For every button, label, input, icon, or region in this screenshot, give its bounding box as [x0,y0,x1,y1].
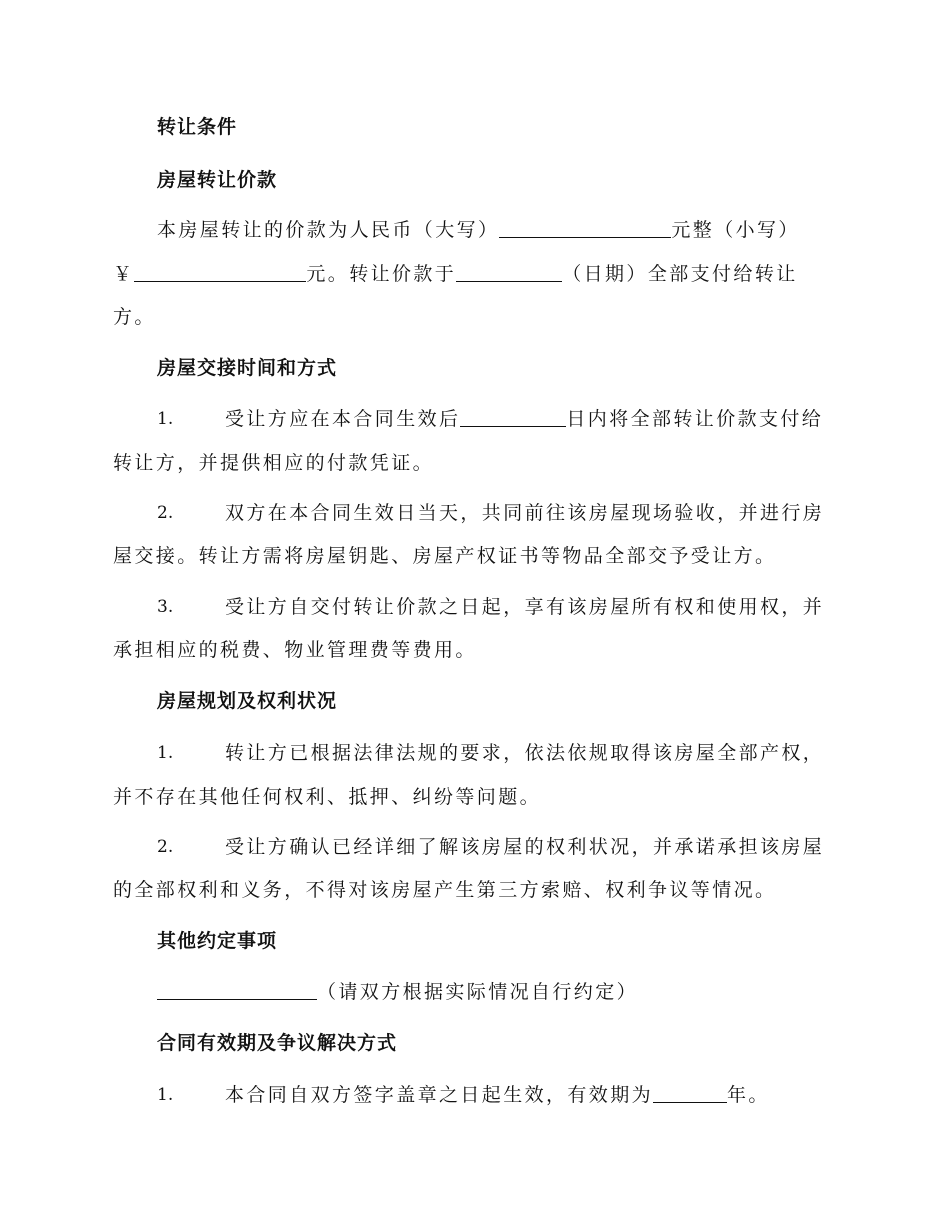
handover-item-1-line-1 [225,406,837,432]
price-uppercase-blank [499,217,671,238]
price-line-2 [113,261,838,287]
validity-item-1-number: 1. [157,1085,174,1105]
handover-item-3-number: 3. [157,597,174,617]
handover-item-1-text-b: 日内将全部转让价款支付给 [566,408,824,430]
price-text-a: 本房屋转让的价款为人民币（大写） [157,219,500,241]
price-text-c: 元。转让价款于 [306,263,457,285]
section-title-validity: 合同有效期及争议解决方式 [157,1032,398,1054]
validity-item-1-text-a: 本合同自双方签字盖章之日起生效，有效期为 [225,1084,654,1106]
section-title-rights: 房屋规划及权利状况 [157,690,338,712]
days-blank [460,406,566,427]
rights-item-2-line-1: 受让方确认已经详细了解该房屋的权利状况，并承诺承担该房屋 [225,836,825,858]
rights-item-2-line-2: 的全部权利和义务，不得对该房屋产生第三方索赔、权利争议等情况。 [113,879,777,901]
price-line-1 [157,217,837,243]
handover-item-1-number: 1. [157,409,174,429]
handover-item-2-line-2: 屋交接。转让方需将房屋钥匙、房屋产权证书等物品全部交予受让方。 [113,545,777,567]
section-title-handover: 房屋交接时间和方式 [157,357,338,379]
validity-item-1-line-1 [225,1082,837,1108]
price-text-b: 元整（小写） [671,219,800,241]
rights-item-2-number: 2. [157,837,174,857]
other-agreement-blank [157,979,317,1000]
years-blank [653,1082,727,1103]
handover-item-2-line-1: 双方在本合同生效日当天，共同前往该房屋现场验收，并进行房 [225,502,825,524]
rights-item-1-line-1: 转让方已根据法律法规的要求，依法依规取得该房屋全部产权， [225,742,825,764]
handover-item-1-text-a: 受让方应在本合同生效后 [225,408,461,430]
handover-item-1-line-2: 转让方，并提供相应的付款凭证。 [113,452,435,474]
section-title-conditions: 转让条件 [157,116,238,138]
other-text: （请双方根据实际情况自行约定） [317,981,639,1003]
handover-item-3-line-2: 承担相应的税费、物业管理费等费用。 [113,639,477,661]
section-title-price: 房屋转让价款 [157,169,278,191]
validity-item-1-text-b: 年。 [727,1084,770,1106]
price-line-3: 方。 [113,306,156,328]
price-text-d: （日期）全部支付给转让 [562,263,798,285]
payment-date-blank [456,261,562,282]
handover-item-2-number: 2. [157,503,174,523]
other-line [157,979,837,1005]
yuan-symbol: ￥ [113,263,135,285]
rights-item-1-number: 1. [157,743,174,763]
rights-item-1-line-2: 并不存在其他任何权利、抵押、纠纷等问题。 [113,786,542,808]
price-lowercase-blank [134,261,306,282]
section-title-other: 其他约定事项 [157,930,278,952]
handover-item-3-line-1: 受让方自交付转让价款之日起，享有该房屋所有权和使用权，并 [225,596,825,618]
